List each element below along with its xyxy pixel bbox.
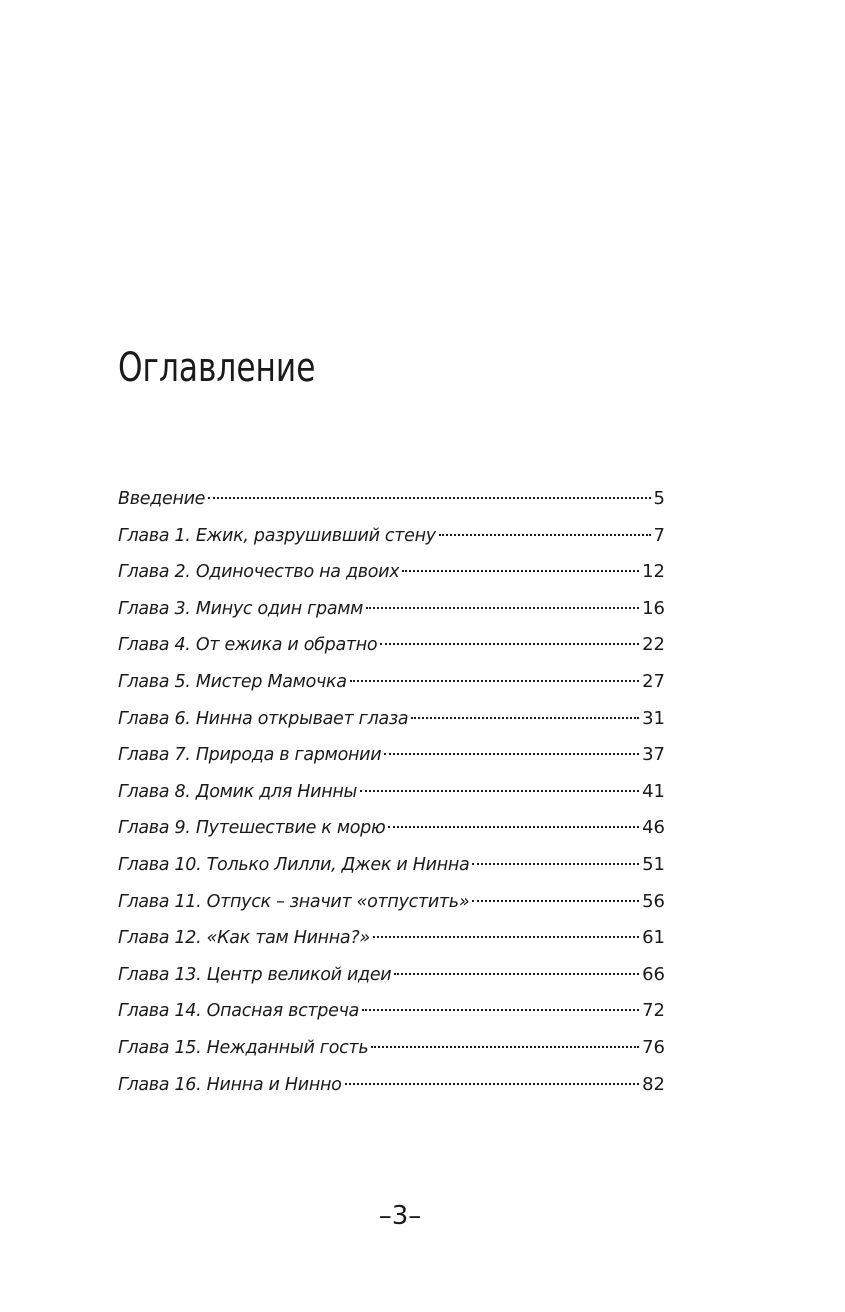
toc-entry-page: 51 <box>642 853 665 875</box>
toc-entry-label: Глава 10. Только Лилли, Джек и Нинна <box>118 854 470 875</box>
toc-entry-chapter-12 <box>118 920 665 957</box>
toc-entry-page: 66 <box>642 963 665 985</box>
toc-entry-chapter-15 <box>118 1030 665 1067</box>
dot-leader <box>360 790 639 792</box>
toc-entry-label: Глава 14. Опасная встреча <box>118 1001 360 1022</box>
toc-entry-page: 27 <box>642 670 665 692</box>
dot-leader <box>366 607 639 609</box>
toc-entry-page: 76 <box>642 1036 665 1058</box>
toc-entry-label: Глава 7. Природа в гармонии <box>118 745 382 766</box>
toc-entry-page: 5 <box>653 488 665 509</box>
toc-entry-label: Глава 1. Ежик, разрушивший стену <box>118 525 436 546</box>
toc-entry-label: Глава 5. Мистер Мамочка <box>118 671 347 692</box>
toc-entry-chapter-9 <box>118 810 665 847</box>
toc-entry-page: 82 <box>642 1073 665 1095</box>
toc-entry-page: 12 <box>642 561 665 583</box>
dot-leader <box>439 534 651 536</box>
table-of-contents <box>118 481 665 1103</box>
toc-entry-label: Глава 2. Одиночество на двоих <box>118 562 400 583</box>
toc-entry-chapter-11 <box>118 884 665 921</box>
toc-entry-label: Глава 11. Отпуск – значит «отпустить» <box>118 891 470 912</box>
dot-leader <box>472 900 639 902</box>
dot-leader <box>362 1009 639 1011</box>
toc-entry-chapter-3 <box>118 591 665 628</box>
toc-entry-label: Глава 12. «Как там Нинна?» <box>118 928 370 949</box>
toc-entry-chapter-4 <box>118 627 665 664</box>
dot-leader <box>384 753 639 755</box>
dot-leader <box>388 826 639 828</box>
toc-entry-chapter-13 <box>118 957 665 994</box>
toc-entry-label: Глава 13. Центр великой идеи <box>118 964 392 985</box>
toc-entry-label: Глава 9. Путешествие к морю <box>118 818 386 839</box>
toc-entry-page: 22 <box>642 634 665 656</box>
toc-entry-chapter-2 <box>118 554 665 591</box>
toc-entry-label: Глава 16. Нинна и Нинно <box>118 1074 342 1095</box>
dot-leader <box>380 643 639 645</box>
toc-entry-page: 61 <box>642 927 665 949</box>
dot-leader <box>208 497 650 499</box>
toc-entry-chapter-14 <box>118 993 665 1030</box>
toc-entry-chapter-16 <box>118 1067 665 1104</box>
dot-leader <box>472 863 639 865</box>
dot-leader <box>345 1083 640 1085</box>
toc-entry-chapter-8 <box>118 774 665 811</box>
toc-entry-label: Глава 15. Нежданный гость <box>118 1037 369 1058</box>
dot-leader <box>371 1046 639 1048</box>
toc-entry-chapter-1 <box>118 518 665 555</box>
dot-leader <box>411 717 639 719</box>
toc-entry-introduction <box>118 481 665 518</box>
toc-entry-page: 56 <box>642 890 665 912</box>
page-title: Оглавление <box>118 345 316 391</box>
toc-entry-page: 31 <box>642 707 665 729</box>
page-number: –3– <box>378 1201 422 1231</box>
dot-leader <box>402 570 639 572</box>
dot-leader <box>373 936 639 938</box>
toc-entry-label: Глава 6. Нинна открывает глаза <box>118 708 409 729</box>
toc-entry-chapter-6 <box>118 701 665 738</box>
toc-entry-chapter-10 <box>118 847 665 884</box>
toc-entry-label: Глава 8. Домик для Нинны <box>118 781 358 802</box>
toc-entry-page: 37 <box>642 744 665 766</box>
dot-leader <box>350 680 639 682</box>
toc-entry-page: 7 <box>653 524 665 546</box>
toc-entry-page: 72 <box>642 1000 665 1022</box>
toc-entry-page: 41 <box>642 780 665 802</box>
toc-entry-chapter-5 <box>118 664 665 701</box>
toc-entry-label: Глава 4. От ежика и обратно <box>118 635 378 656</box>
toc-entry-label: Введение <box>118 489 206 509</box>
toc-entry-chapter-7 <box>118 737 665 774</box>
dot-leader <box>394 973 639 975</box>
toc-entry-page: 46 <box>642 817 665 839</box>
toc-entry-page: 16 <box>642 597 665 619</box>
toc-entry-label: Глава 3. Минус один грамм <box>118 598 364 619</box>
